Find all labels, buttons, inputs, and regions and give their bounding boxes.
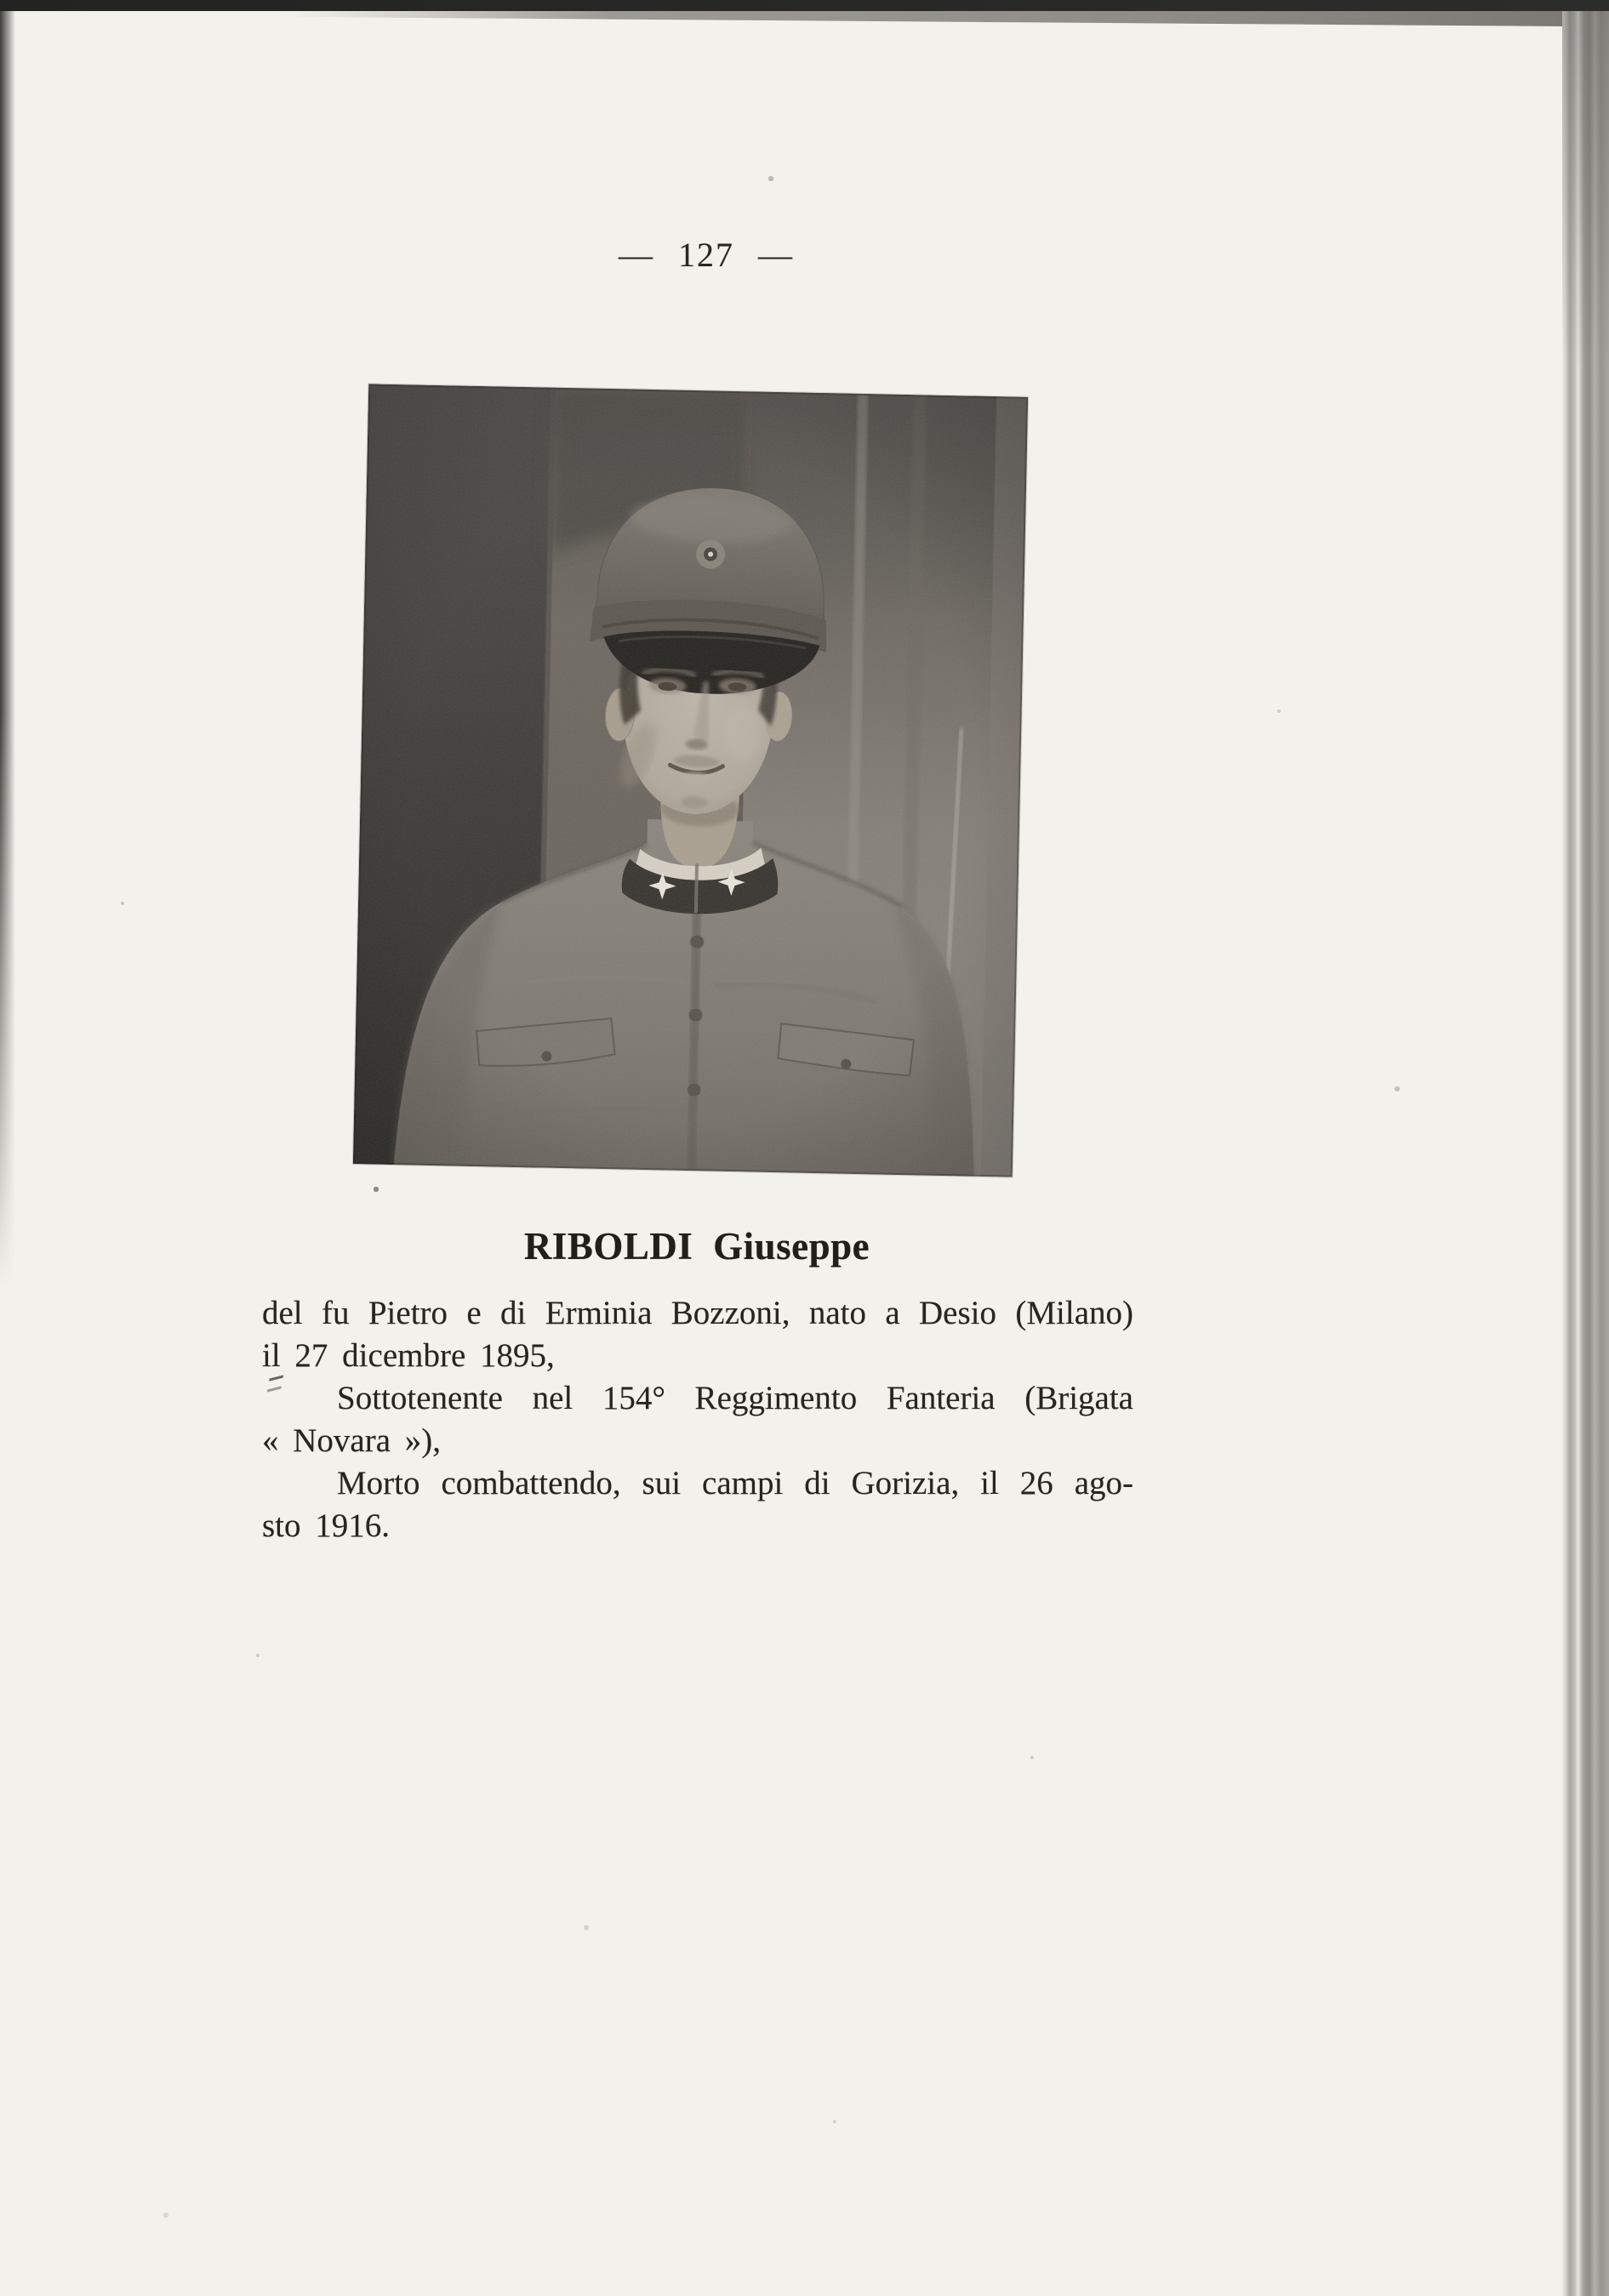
page-number: — 127 — <box>619 236 794 274</box>
bio-line-4: « Novara »), <box>262 1422 442 1459</box>
bio-line-1: del fu Pietro e di Erminia Bozzoni, nato a Desio (Milano) <box>262 1295 1133 1331</box>
portrait-illustration <box>353 384 1028 1176</box>
bio-line-2: il 27 dicembre 1895, <box>262 1337 555 1374</box>
book-page <box>0 11 1562 2296</box>
bio-line-6: sto 1916. <box>262 1507 391 1544</box>
book-fore-edge <box>1562 11 1609 2296</box>
scan-top-border <box>0 0 1609 11</box>
entry-title: RIBOLDI Giuseppe <box>523 1225 870 1268</box>
biography-text <box>262 1292 1133 1547</box>
soldier-portrait-photo <box>353 384 1028 1176</box>
gutter-shadow <box>0 11 15 1287</box>
bio-line-5: Morto combattendo, sui campi di Gorizia, il 26 ago- <box>337 1465 1133 1501</box>
bio-line-3: Sottotenente nel 154° Reggimento Fanteria (Brigata <box>337 1380 1133 1416</box>
paper-speckles <box>0 11 2 13</box>
